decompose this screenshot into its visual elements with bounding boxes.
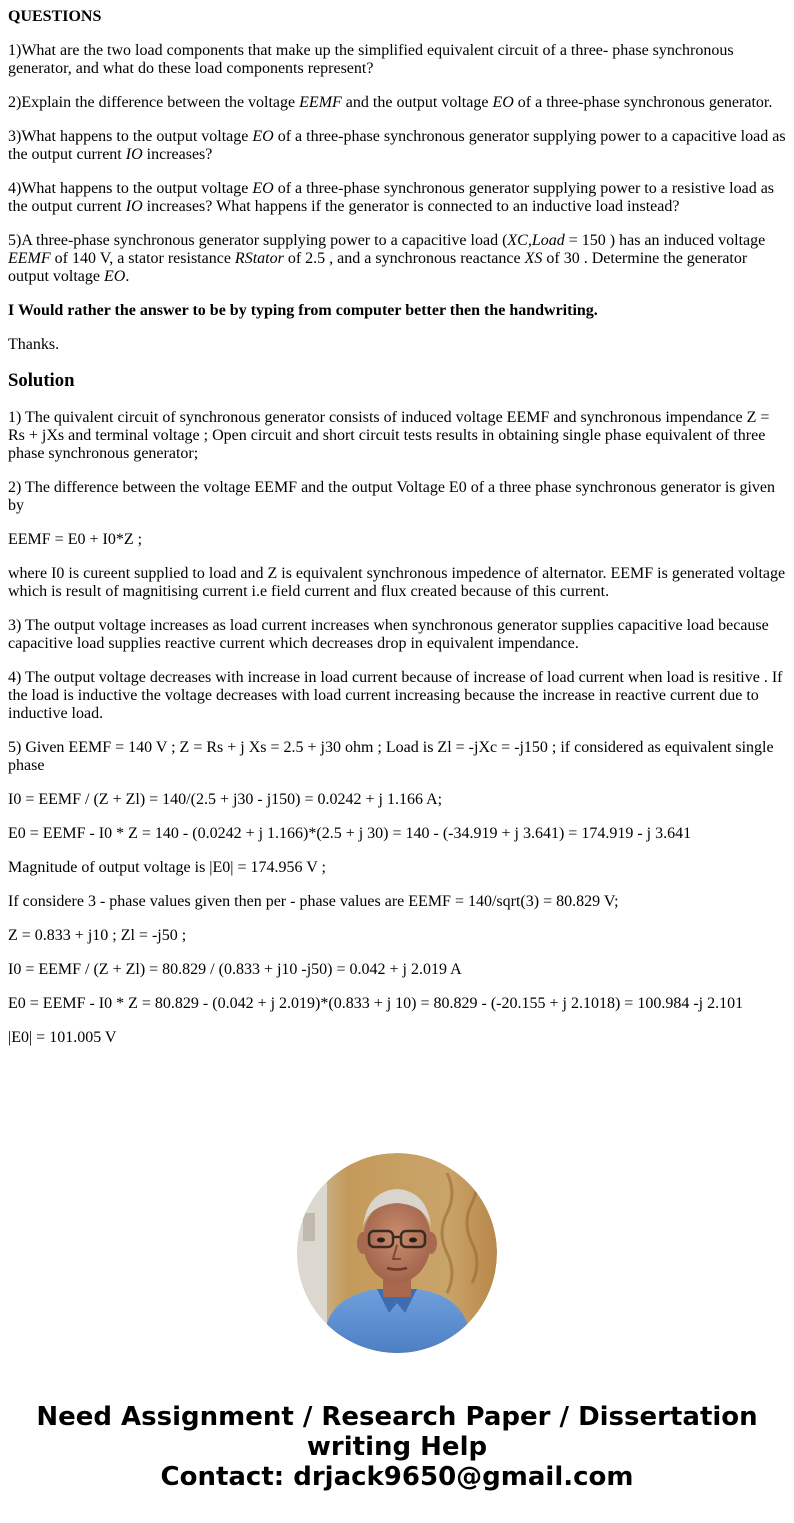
solution-paragraph: I0 = EEMF / (Z + Zl) = 140/(2.5 + j30 - j150) = 0.0242 + j 1.166 A; [8, 791, 443, 808]
solution-paragraph: If considere 3 - phase values given then per - phase values are EEMF = 140/sqrt(3) = 80.829 V; [8, 893, 619, 910]
solution-paragraph: 5) Given EEMF = 140 V ; Z = Rs + j Xs = 2.5 + j30 ohm ; Load is Zl = -jXc = -j150 ; if considered as equivalent single phase [8, 739, 774, 774]
banner-line: writing Help [306, 1432, 488, 1462]
solution-paragraph: 3) The output voltage increases as load current increases when synchronous generator supplies capacitive load because capacitive load supplies reactive current which decreases drop in equivalent impendance. [8, 617, 769, 652]
solution-paragraph: Z = 0.833 + j10 ; Zl = -j50 ; [8, 927, 187, 944]
solution-paragraph: Magnitude of output voltage is |E0| = 174.956 V ; [8, 859, 326, 876]
solution-paragraph: 4) The output voltage decreases with increase in load current because of increase of load current when load is resitive . If the load is inductive the voltage decreases with load current increasing because the increase in reactive current due to inductive load. [8, 669, 783, 722]
solution-heading: Solution [8, 370, 75, 391]
document-body [8, 8, 788, 1063]
solution-paragraph: where I0 is cureent supplied to load and Z is equivalent synchronous impedence of alternator. EEMF is generated voltage which is result of magnitising current i.e field current and flux created because of this current. [8, 565, 786, 600]
question-4: 4)What happens to the output voltage EO of a three-phase synchronous generator supplying power to a resistive load as the output current IO increases? What happens if the generator is connected to an inductive load instead? [8, 180, 775, 215]
solution-paragraph: 2) The difference between the voltage EEMF and the output Voltage E0 of a three phase synchronous generator is given by [8, 479, 776, 514]
question-5: 5)A three-phase synchronous generator supplying power to a capacitive load (XC,Load = 150 ) has an induced voltage EEMF of 140 V, a stator resistance RStator of 2.5 , and a synchronous reactance XS of 30 . Determine the generator output voltage EO. [8, 232, 766, 285]
questions-heading: QUESTIONS [8, 8, 102, 25]
banner-line: Need Assignment / Research Paper / Dissertation [36, 1402, 758, 1432]
solution-paragraph: EEMF = E0 + I0*Z ; [8, 531, 143, 548]
solution-paragraph: E0 = EEMF - I0 * Z = 140 - (0.0242 + j 1.166)*(2.5 + j 30) = 140 - (-34.919 + j 3.641) = 174.919 - j 3.641 [8, 825, 692, 842]
question-2: 2)Explain the difference between the voltage EEMF and the output voltage EO of a three-phase synchronous generator. [8, 94, 773, 111]
author-photo [297, 1153, 497, 1353]
assignment-help-banner [0, 1402, 794, 1492]
thanks-text: Thanks. [8, 336, 60, 353]
contact-email: Contact: drjack9650@gmail.com [160, 1462, 634, 1492]
author-portrait-image [297, 1153, 497, 1353]
solution-paragraph: |E0| = 101.005 V [8, 1029, 117, 1046]
solution-paragraph: I0 = EEMF / (Z + Zl) = 80.829 / (0.833 + j10 -j50) = 0.042 + j 2.019 A [8, 961, 462, 978]
typing-request: I Would rather the answer to be by typing from computer better then the handwriting. [8, 302, 598, 319]
question-3: 3)What happens to the output voltage EO of a three-phase synchronous generator supplying power to a capacitive load as the output current IO increases? [8, 128, 786, 163]
solution-paragraph: 1) The quivalent circuit of synchronous generator consists of induced voltage EEMF and synchronous impendance Z = Rs + jXs and terminal voltage ; Open circuit and short circuit tests results in obtaining single phase equivalent of three phase synchronous generator; [8, 409, 770, 462]
solution-paragraph: E0 = EEMF - I0 * Z = 80.829 - (0.042 + j 2.019)*(0.833 + j 10) = 80.829 - (-20.155 + j 2.1018) = 100.984 -j 2.101 [8, 995, 744, 1012]
question-1: 1)What are the two load components that make up the simplified equivalent circuit of a three- phase synchronous generator, and what do these load components represent? [8, 42, 734, 77]
